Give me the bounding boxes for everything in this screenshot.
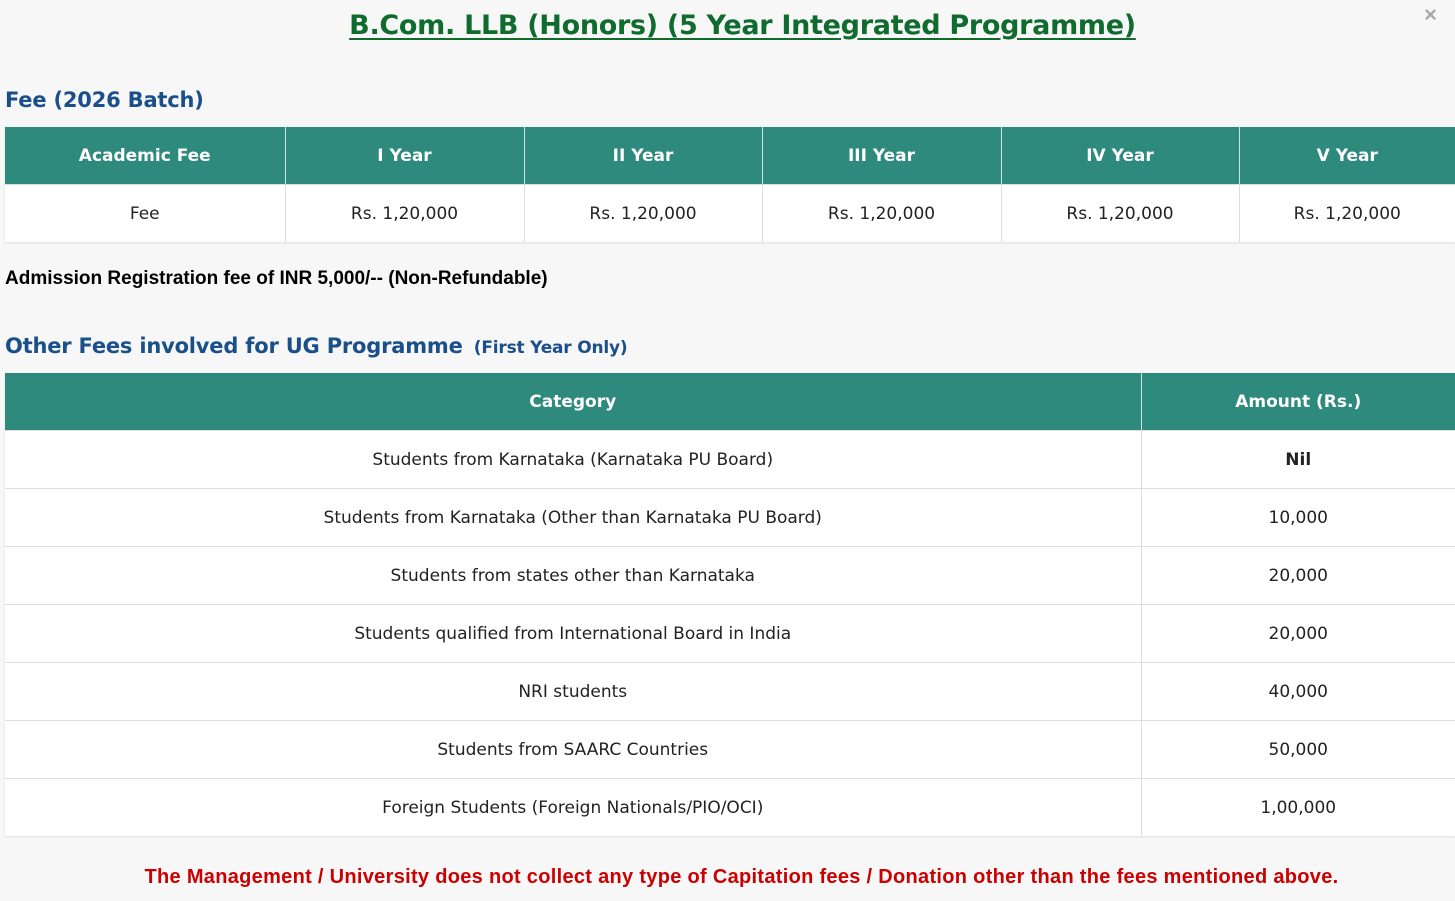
table-header-row bbox=[5, 127, 1455, 185]
category-cell: NRI students bbox=[5, 663, 1141, 721]
category-cell: Students from SAARC Countries bbox=[5, 721, 1141, 779]
table-cell: Rs. 1,20,000 bbox=[762, 185, 1001, 243]
table-row bbox=[5, 185, 1455, 243]
close-icon[interactable]: × bbox=[1424, 2, 1437, 27]
category-cell: Students from Karnataka (Other than Karnataka PU Board) bbox=[5, 489, 1141, 547]
column-header: V Year bbox=[1239, 127, 1455, 185]
programme-title: B.Com. LLB (Honors) (5 Year Integrated Programme) bbox=[349, 10, 1136, 41]
academic-fee-table bbox=[5, 127, 1455, 242]
table-cell: Rs. 1,20,000 bbox=[524, 185, 762, 243]
category-cell: Students qualified from International Board in India bbox=[5, 605, 1141, 663]
table-row bbox=[5, 431, 1455, 489]
fee-section-heading: Fee (2026 Batch) bbox=[5, 88, 204, 112]
column-header: II Year bbox=[524, 127, 762, 185]
amount-cell: 50,000 bbox=[1141, 721, 1455, 779]
column-header: Category bbox=[5, 373, 1141, 431]
table-row bbox=[5, 547, 1455, 605]
amount-cell: 1,00,000 bbox=[1141, 779, 1455, 837]
table-cell: Fee bbox=[5, 185, 285, 243]
table-cell: Rs. 1,20,000 bbox=[1001, 185, 1239, 243]
other-fees-heading bbox=[5, 334, 627, 358]
amount-cell: 20,000 bbox=[1141, 547, 1455, 605]
category-cell: Students from states other than Karnataka bbox=[5, 547, 1141, 605]
column-header: Academic Fee bbox=[5, 127, 285, 185]
amount-cell: Nil bbox=[1141, 431, 1455, 489]
column-header: IV Year bbox=[1001, 127, 1239, 185]
table-cell: Rs. 1,20,000 bbox=[1239, 185, 1455, 243]
table-row bbox=[5, 605, 1455, 663]
category-cell: Foreign Students (Foreign Nationals/PIO/OCI) bbox=[5, 779, 1141, 837]
capitation-disclaimer: The Management / University does not collect any type of Capitation fees / Donation other than the fees mentioned above. bbox=[144, 866, 1339, 888]
table-row bbox=[5, 489, 1455, 547]
other-fees-subheading: (First Year Only) bbox=[473, 338, 628, 358]
amount-cell: 10,000 bbox=[1141, 489, 1455, 547]
amount-cell: 20,000 bbox=[1141, 605, 1455, 663]
other-fees-table bbox=[5, 373, 1455, 836]
amount-cell: 40,000 bbox=[1141, 663, 1455, 721]
table-row bbox=[5, 779, 1455, 837]
table-header-row bbox=[5, 373, 1455, 431]
table-cell: Rs. 1,20,000 bbox=[285, 185, 524, 243]
column-header: I Year bbox=[285, 127, 524, 185]
column-header: Amount (Rs.) bbox=[1141, 373, 1455, 431]
category-cell: Students from Karnataka (Karnataka PU Board) bbox=[5, 431, 1141, 489]
table-row bbox=[5, 721, 1455, 779]
column-header: III Year bbox=[762, 127, 1001, 185]
table-row bbox=[5, 663, 1455, 721]
other-fees-heading-text: Other Fees involved for UG Programme bbox=[5, 334, 463, 358]
registration-fee-note: Admission Registration fee of INR 5,000/-- (Non-Refundable) bbox=[5, 268, 548, 289]
